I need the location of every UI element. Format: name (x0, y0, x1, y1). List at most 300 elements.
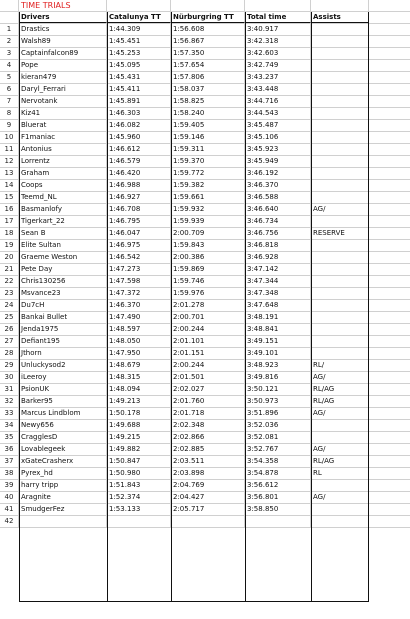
cell[interactable] (369, 516, 410, 527)
driver-name[interactable]: Teemd_NL (19, 192, 107, 203)
cell[interactable] (369, 144, 410, 155)
row-number: 5 (0, 72, 19, 83)
assists-cell[interactable]: AG/ (311, 372, 369, 383)
nurburgring-time[interactable]: 1:59.939 (171, 216, 245, 227)
driver-name[interactable]: CragglesD (19, 432, 107, 443)
cell[interactable] (369, 480, 410, 491)
cell[interactable] (369, 336, 410, 347)
assists-cell[interactable] (311, 312, 369, 323)
nurburgring-time[interactable]: 2:05.717 (171, 504, 245, 515)
nurburgring-time[interactable]: 2:04.427 (171, 492, 245, 503)
cell[interactable] (245, 0, 311, 11)
cell[interactable] (369, 348, 410, 359)
total-time[interactable]: 3:45.487 (245, 120, 311, 131)
driver-name[interactable]: Chris130256 (19, 276, 107, 287)
catalunya-time[interactable] (107, 516, 171, 527)
table-row (0, 144, 410, 156)
driver-name[interactable]: F1maniac (19, 132, 107, 143)
cell[interactable] (369, 12, 410, 23)
driver-name[interactable]: Bluerat (19, 120, 107, 131)
catalunya-time[interactable]: 1:46.082 (107, 120, 171, 131)
total-time[interactable]: 3:42.603 (245, 48, 311, 59)
driver-name[interactable]: Antonius (19, 144, 107, 155)
cell[interactable] (369, 84, 410, 95)
total-time[interactable]: 3:52.767 (245, 444, 311, 455)
total-time[interactable]: 3:51.896 (245, 408, 311, 419)
driver-name[interactable]: Aragnite (19, 492, 107, 503)
catalunya-time[interactable]: 1:50.178 (107, 408, 171, 419)
catalunya-time[interactable]: 1:53.133 (107, 504, 171, 515)
total-time[interactable] (245, 516, 311, 527)
assists-cell[interactable] (311, 240, 369, 251)
assists-cell[interactable] (311, 324, 369, 335)
row-number: 31 (0, 384, 19, 395)
cell[interactable] (369, 156, 410, 167)
total-time[interactable]: 3:45.923 (245, 144, 311, 155)
nurburgring-time[interactable]: 2:01.278 (171, 300, 245, 311)
cell[interactable] (369, 96, 410, 107)
row-number: 29 (0, 360, 19, 371)
nurburgring-time[interactable]: 2:02.885 (171, 444, 245, 455)
driver-name[interactable]: harry tripp (19, 480, 107, 491)
catalunya-time[interactable]: 1:49.215 (107, 432, 171, 443)
driver-name[interactable]: Tigerkart_22 (19, 216, 107, 227)
cell[interactable] (369, 72, 410, 83)
table-row (0, 300, 410, 312)
catalunya-time[interactable]: 1:47.372 (107, 288, 171, 299)
total-time[interactable]: 3:46.756 (245, 228, 311, 239)
cell[interactable] (369, 444, 410, 455)
total-time[interactable]: 3:45.106 (245, 132, 311, 143)
driver-name[interactable]: Unluckysod2 (19, 360, 107, 371)
driver-name[interactable]: Bankai Bullet (19, 312, 107, 323)
header-total-time[interactable]: Total time (245, 12, 311, 23)
assists-cell[interactable] (311, 48, 369, 59)
catalunya-time[interactable]: 1:52.374 (107, 492, 171, 503)
driver-name[interactable]: Kiz41 (19, 108, 107, 119)
cell[interactable] (107, 0, 171, 11)
catalunya-time[interactable]: 1:48.094 (107, 384, 171, 395)
catalunya-time[interactable]: 1:46.303 (107, 108, 171, 119)
driver-name[interactable] (19, 516, 107, 527)
catalunya-time[interactable]: 1:46.988 (107, 180, 171, 191)
cell[interactable] (369, 300, 410, 311)
total-time[interactable]: 3:43.237 (245, 72, 311, 83)
assists-cell[interactable] (311, 60, 369, 71)
catalunya-time[interactable]: 1:49.213 (107, 396, 171, 407)
assists-cell[interactable] (311, 516, 369, 527)
nurburgring-time[interactable]: 2:04.769 (171, 480, 245, 491)
nurburgring-time[interactable]: 2:00.701 (171, 312, 245, 323)
catalunya-time[interactable]: 1:47.598 (107, 276, 171, 287)
cell[interactable] (369, 396, 410, 407)
nurburgring-time[interactable]: 2:00.709 (171, 228, 245, 239)
nurburgring-time[interactable]: 2:03.511 (171, 456, 245, 467)
row-number: 42 (0, 516, 19, 527)
row-number: 12 (0, 156, 19, 167)
nurburgring-time[interactable]: 1:59.746 (171, 276, 245, 287)
nurburgring-time[interactable]: 1:59.146 (171, 132, 245, 143)
driver-name[interactable]: Coops (19, 180, 107, 191)
catalunya-time[interactable]: 1:46.795 (107, 216, 171, 227)
cell[interactable] (369, 264, 410, 275)
nurburgring-time[interactable]: 1:59.772 (171, 168, 245, 179)
assists-cell[interactable] (311, 252, 369, 263)
driver-name[interactable]: PsionUK (19, 384, 107, 395)
driver-name[interactable]: Newy656 (19, 420, 107, 431)
row-number: 6 (0, 84, 19, 95)
driver-name[interactable]: Walsh89 (19, 36, 107, 47)
row-number: 1 (0, 24, 19, 35)
total-time[interactable]: 3:46.928 (245, 252, 311, 263)
assists-cell[interactable]: RESERVE (311, 228, 369, 239)
assists-cell[interactable] (311, 132, 369, 143)
driver-name[interactable]: Captainfalcon89 (19, 48, 107, 59)
cell[interactable] (369, 168, 410, 179)
table-row (0, 84, 410, 96)
driver-name[interactable]: Msvance23 (19, 288, 107, 299)
cell[interactable] (369, 456, 410, 467)
total-time[interactable]: 3:46.588 (245, 192, 311, 203)
assists-cell[interactable] (311, 180, 369, 191)
nurburgring-time[interactable]: 1:57.654 (171, 60, 245, 71)
total-time[interactable]: 3:43.448 (245, 84, 311, 95)
assists-cell[interactable] (311, 36, 369, 47)
row-number: 22 (0, 276, 19, 287)
nurburgring-time[interactable]: 1:57.350 (171, 48, 245, 59)
row-header-empty (0, 12, 19, 23)
cell[interactable] (369, 432, 410, 443)
assists-cell[interactable]: AG/ (311, 492, 369, 503)
assists-cell[interactable] (311, 96, 369, 107)
driver-name[interactable]: Marcus Lindblom (19, 408, 107, 419)
nurburgring-time[interactable]: 2:01.151 (171, 348, 245, 359)
nurburgring-time[interactable]: 2:01.101 (171, 336, 245, 347)
driver-name[interactable]: Du7cH (19, 300, 107, 311)
catalunya-time[interactable]: 1:46.579 (107, 156, 171, 167)
table-row (0, 48, 410, 60)
driver-name[interactable]: Nervotank (19, 96, 107, 107)
total-time[interactable]: 3:58.850 (245, 504, 311, 515)
cell[interactable] (369, 252, 410, 263)
cell[interactable] (369, 492, 410, 503)
driver-name[interactable]: Drastics (19, 24, 107, 35)
catalunya-time[interactable]: 1:46.420 (107, 168, 171, 179)
assists-cell[interactable] (311, 336, 369, 347)
nurburgring-time[interactable]: 1:59.311 (171, 144, 245, 155)
header-catalunya[interactable]: Catalunya TT (107, 12, 171, 23)
total-time[interactable]: 3:42.749 (245, 60, 311, 71)
assists-cell[interactable] (311, 84, 369, 95)
total-time[interactable]: 3:47.648 (245, 300, 311, 311)
total-time[interactable]: 3:48.923 (245, 360, 311, 371)
total-time[interactable]: 3:42.318 (245, 36, 311, 47)
table-row (0, 516, 410, 528)
row-number: 33 (0, 408, 19, 419)
cell[interactable] (369, 312, 410, 323)
row-number: 13 (0, 168, 19, 179)
cell[interactable] (369, 36, 410, 47)
row-number: 37 (0, 456, 19, 467)
header-drivers[interactable]: Drivers (19, 12, 107, 23)
assists-cell[interactable] (311, 72, 369, 83)
total-time[interactable]: 3:54.878 (245, 468, 311, 479)
nurburgring-time[interactable]: 1:58.240 (171, 108, 245, 119)
assists-cell[interactable] (311, 480, 369, 491)
catalunya-time[interactable]: 1:45.411 (107, 84, 171, 95)
total-time[interactable]: 3:47.348 (245, 288, 311, 299)
driver-name[interactable]: SmudgerFez (19, 504, 107, 515)
catalunya-time[interactable]: 1:46.047 (107, 228, 171, 239)
catalunya-time[interactable]: 1:48.050 (107, 336, 171, 347)
assists-cell[interactable] (311, 288, 369, 299)
catalunya-time[interactable]: 1:46.708 (107, 204, 171, 215)
total-time[interactable]: 3:44.716 (245, 96, 311, 107)
cell[interactable] (369, 132, 410, 143)
catalunya-time[interactable]: 1:45.960 (107, 132, 171, 143)
driver-name[interactable]: Lorrentz (19, 156, 107, 167)
cell[interactable] (369, 120, 410, 131)
assists-cell[interactable] (311, 192, 369, 203)
assists-cell[interactable]: RL/AG (311, 456, 369, 467)
assists-cell[interactable]: RL (311, 468, 369, 479)
cell[interactable] (369, 0, 410, 11)
total-time[interactable]: 3:50.973 (245, 396, 311, 407)
header-row (0, 12, 410, 24)
header-assists[interactable]: Assists (311, 12, 369, 23)
catalunya-time[interactable]: 1:45.431 (107, 72, 171, 83)
header-nurburgring[interactable]: Nürburgring TT (171, 12, 245, 23)
row-number: 38 (0, 468, 19, 479)
cell[interactable] (369, 192, 410, 203)
table-row (0, 336, 410, 348)
cell[interactable] (369, 228, 410, 239)
assists-cell[interactable] (311, 108, 369, 119)
sheet-title[interactable]: TIME TRIALS (19, 0, 107, 11)
assists-cell[interactable] (311, 300, 369, 311)
nurburgring-time[interactable]: 1:59.661 (171, 192, 245, 203)
total-time[interactable]: 3:50.121 (245, 384, 311, 395)
row-number: 36 (0, 444, 19, 455)
assists-cell[interactable]: AG/ (311, 444, 369, 455)
catalunya-time[interactable]: 1:47.273 (107, 264, 171, 275)
total-time[interactable]: 3:49.101 (245, 348, 311, 359)
assists-cell[interactable] (311, 156, 369, 167)
catalunya-time[interactable]: 1:50.847 (107, 456, 171, 467)
nurburgring-time[interactable]: 1:58.825 (171, 96, 245, 107)
driver-name[interactable]: kieran479 (19, 72, 107, 83)
cell[interactable] (369, 468, 410, 479)
row-number: 30 (0, 372, 19, 383)
cell[interactable] (369, 324, 410, 335)
catalunya-time[interactable]: 1:44.309 (107, 24, 171, 35)
nurburgring-time[interactable]: 1:59.932 (171, 204, 245, 215)
driver-name[interactable]: Basmanlofy (19, 204, 107, 215)
nurburgring-time[interactable] (171, 516, 245, 527)
catalunya-time[interactable]: 1:49.882 (107, 444, 171, 455)
cell[interactable] (369, 24, 410, 35)
nurburgring-time[interactable]: 2:01.718 (171, 408, 245, 419)
cell[interactable] (369, 420, 410, 431)
row-header-empty (0, 0, 19, 11)
total-time[interactable]: 3:45.949 (245, 156, 311, 167)
table-row (0, 120, 410, 132)
driver-name[interactable]: Sean B (19, 228, 107, 239)
total-time[interactable]: 3:49.816 (245, 372, 311, 383)
driver-name[interactable]: Graham (19, 168, 107, 179)
assists-cell[interactable]: RL/AG (311, 384, 369, 395)
catalunya-time[interactable]: 1:45.253 (107, 48, 171, 59)
catalunya-time[interactable]: 1:46.612 (107, 144, 171, 155)
assists-cell[interactable] (311, 120, 369, 131)
total-time[interactable]: 3:47.344 (245, 276, 311, 287)
total-time[interactable]: 3:46.734 (245, 216, 311, 227)
total-time[interactable]: 3:56.612 (245, 480, 311, 491)
cell[interactable] (369, 408, 410, 419)
nurburgring-time[interactable]: 1:56.608 (171, 24, 245, 35)
row-number: 26 (0, 324, 19, 335)
assists-cell[interactable] (311, 420, 369, 431)
cell[interactable] (369, 288, 410, 299)
cell[interactable] (311, 0, 369, 11)
catalunya-time[interactable]: 1:47.490 (107, 312, 171, 323)
driver-name[interactable]: Jenda1975 (19, 324, 107, 335)
catalunya-time[interactable]: 1:50.980 (107, 468, 171, 479)
total-time[interactable]: 3:44.543 (245, 108, 311, 119)
total-time[interactable]: 3:46.818 (245, 240, 311, 251)
table-row (0, 264, 410, 276)
driver-name[interactable]: Jthorn (19, 348, 107, 359)
assists-cell[interactable]: AG/ (311, 204, 369, 215)
total-time[interactable]: 3:40.917 (245, 24, 311, 35)
nurburgring-time[interactable]: 1:59.405 (171, 120, 245, 131)
total-time[interactable]: 3:46.192 (245, 168, 311, 179)
assists-cell[interactable]: AG/ (311, 408, 369, 419)
cell[interactable] (369, 216, 410, 227)
table-row (0, 168, 410, 180)
row-number: 39 (0, 480, 19, 491)
catalunya-time[interactable]: 1:46.927 (107, 192, 171, 203)
nurburgring-time[interactable]: 2:01.760 (171, 396, 245, 407)
cell[interactable] (369, 60, 410, 71)
cell[interactable] (369, 180, 410, 191)
driver-name[interactable]: Daryl_Ferrari (19, 84, 107, 95)
table-row (0, 204, 410, 216)
table-row (0, 432, 410, 444)
driver-name[interactable]: Pyrex_hd (19, 468, 107, 479)
driver-name[interactable]: iLeeroy (19, 372, 107, 383)
assists-cell[interactable] (311, 24, 369, 35)
nurburgring-time[interactable]: 2:00.244 (171, 360, 245, 371)
assists-cell[interactable] (311, 276, 369, 287)
nurburgring-time[interactable]: 2:02.348 (171, 420, 245, 431)
catalunya-time[interactable]: 1:48.597 (107, 324, 171, 335)
driver-name[interactable]: Defiant195 (19, 336, 107, 347)
catalunya-time[interactable]: 1:48.679 (107, 360, 171, 371)
row-number: 24 (0, 300, 19, 311)
total-time[interactable]: 3:52.036 (245, 420, 311, 431)
assists-cell[interactable] (311, 504, 369, 515)
total-time[interactable]: 3:46.370 (245, 180, 311, 191)
total-time[interactable]: 3:46.640 (245, 204, 311, 215)
table-row (0, 192, 410, 204)
catalunya-time[interactable]: 1:49.688 (107, 420, 171, 431)
cell[interactable] (369, 504, 410, 515)
assists-cell[interactable] (311, 432, 369, 443)
assists-cell[interactable]: RL/ (311, 360, 369, 371)
table-row (0, 420, 410, 432)
nurburgring-time[interactable]: 2:01.501 (171, 372, 245, 383)
nurburgring-time[interactable]: 2:02.027 (171, 384, 245, 395)
cell[interactable] (369, 204, 410, 215)
cell[interactable] (369, 360, 410, 371)
total-time[interactable]: 3:48.191 (245, 312, 311, 323)
nurburgring-time[interactable]: 1:56.867 (171, 36, 245, 47)
catalunya-time[interactable]: 1:45.095 (107, 60, 171, 71)
total-time[interactable]: 3:56.801 (245, 492, 311, 503)
nurburgring-time[interactable]: 1:59.370 (171, 156, 245, 167)
nurburgring-time[interactable]: 2:02.866 (171, 432, 245, 443)
cell[interactable] (369, 372, 410, 383)
nurburgring-time[interactable]: 1:59.976 (171, 288, 245, 299)
catalunya-time[interactable]: 1:48.315 (107, 372, 171, 383)
catalunya-time[interactable]: 1:45.451 (107, 36, 171, 47)
catalunya-time[interactable]: 1:47.950 (107, 348, 171, 359)
nurburgring-time[interactable]: 1:57.806 (171, 72, 245, 83)
catalunya-time[interactable]: 1:46.542 (107, 252, 171, 263)
assists-cell[interactable] (311, 348, 369, 359)
driver-name[interactable]: Pete Day (19, 264, 107, 275)
nurburgring-time[interactable]: 1:58.037 (171, 84, 245, 95)
cell[interactable] (369, 48, 410, 59)
assists-cell[interactable] (311, 216, 369, 227)
nurburgring-time[interactable]: 1:59.869 (171, 264, 245, 275)
table-row (0, 180, 410, 192)
driver-name[interactable]: Pope (19, 60, 107, 71)
nurburgring-time[interactable]: 2:03.898 (171, 468, 245, 479)
nurburgring-time[interactable]: 2:00.244 (171, 324, 245, 335)
cell[interactable] (369, 276, 410, 287)
cell[interactable] (171, 0, 245, 11)
nurburgring-time[interactable]: 1:59.382 (171, 180, 245, 191)
nurburgring-time[interactable]: 2:00.386 (171, 252, 245, 263)
driver-name[interactable]: Graeme Weston (19, 252, 107, 263)
total-time[interactable]: 3:52.081 (245, 432, 311, 443)
driver-name[interactable]: Elite Sultan (19, 240, 107, 251)
row-number: 25 (0, 312, 19, 323)
catalunya-time[interactable]: 1:45.891 (107, 96, 171, 107)
assists-cell[interactable] (311, 264, 369, 275)
driver-name[interactable]: Barker95 (19, 396, 107, 407)
row-number: 11 (0, 144, 19, 155)
nurburgring-time[interactable]: 1:59.843 (171, 240, 245, 251)
catalunya-time[interactable]: 1:51.843 (107, 480, 171, 491)
catalunya-time[interactable]: 1:46.975 (107, 240, 171, 251)
driver-name[interactable]: Lovablegeek (19, 444, 107, 455)
total-time[interactable]: 3:48.841 (245, 324, 311, 335)
assists-cell[interactable] (311, 168, 369, 179)
total-time[interactable]: 3:54.358 (245, 456, 311, 467)
cell[interactable] (369, 384, 410, 395)
cell[interactable] (369, 240, 410, 251)
assists-cell[interactable]: RL/AG (311, 396, 369, 407)
total-time[interactable]: 3:47.142 (245, 264, 311, 275)
catalunya-time[interactable]: 1:46.370 (107, 300, 171, 311)
total-time[interactable]: 3:49.151 (245, 336, 311, 347)
assists-cell[interactable] (311, 144, 369, 155)
driver-name[interactable]: xGateCrasherx (19, 456, 107, 467)
cell[interactable] (369, 108, 410, 119)
